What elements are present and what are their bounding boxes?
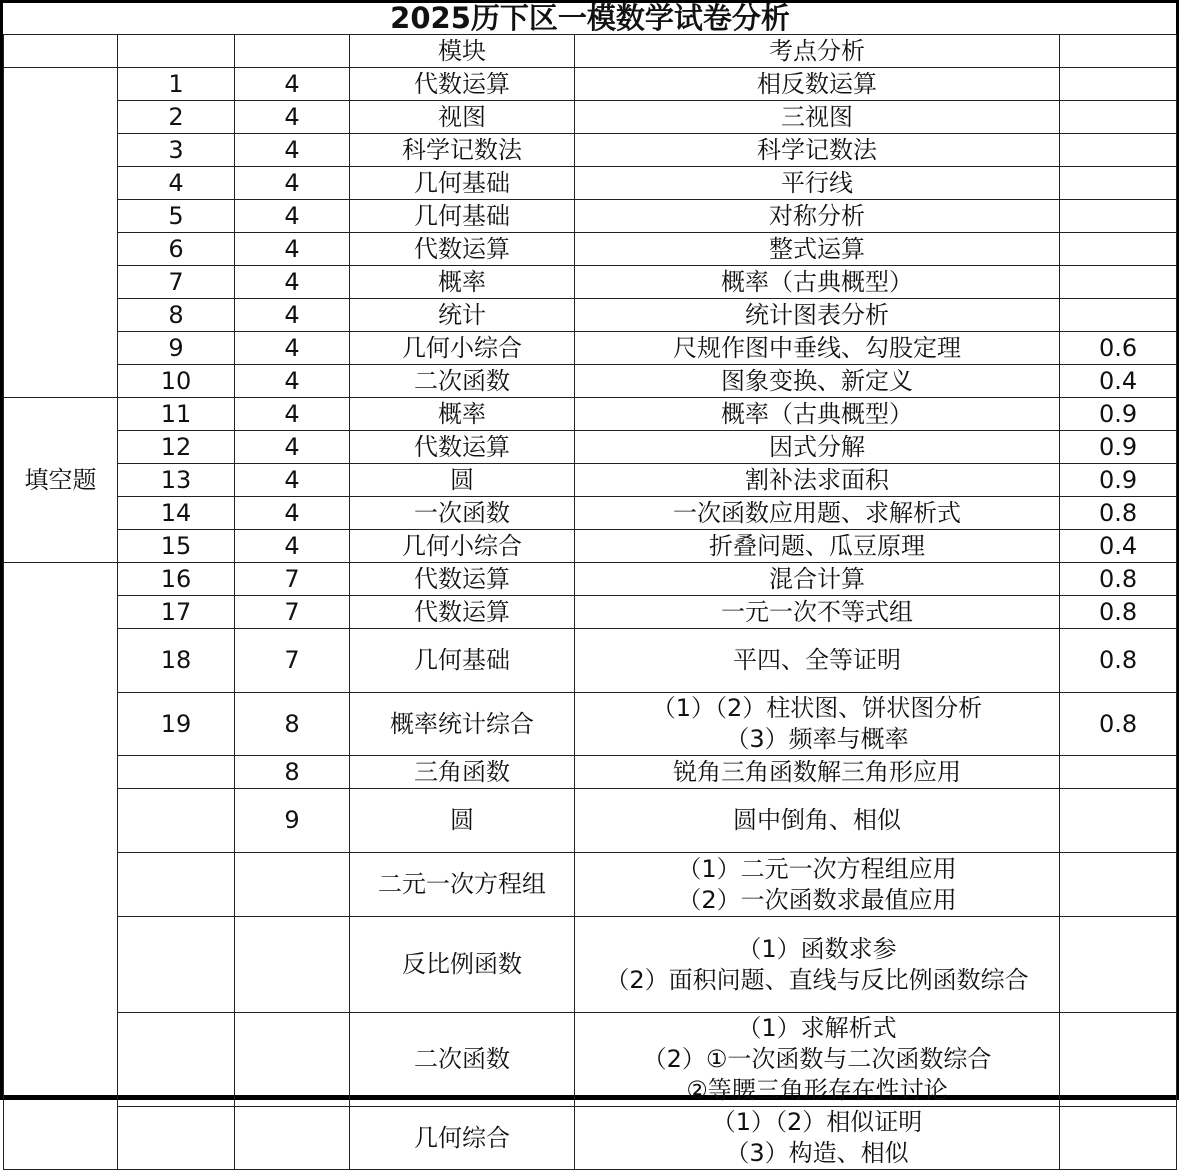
- question-number: [118, 756, 235, 789]
- question-analysis: [575, 200, 1060, 233]
- question-difficulty: 0.9: [1060, 431, 1177, 464]
- question-analysis: [575, 101, 1060, 134]
- question-module: 圆: [350, 789, 575, 853]
- question-score: [235, 853, 350, 917]
- analysis-line: （1）二元一次方程组应用: [677, 854, 957, 883]
- analysis-line: （2）①一次函数与二次函数综合: [642, 1045, 992, 1073]
- question-analysis: [575, 167, 1060, 200]
- question-analysis: [575, 134, 1060, 167]
- question-difficulty: [1060, 789, 1177, 853]
- question-number: 12: [118, 431, 235, 464]
- question-difficulty: 0.8: [1060, 596, 1177, 629]
- table-row: [4, 332, 1177, 365]
- table-row: [4, 365, 1177, 398]
- analysis-line: （1）函数求参: [737, 934, 897, 963]
- question-score: 4: [235, 233, 350, 266]
- question-score: 8: [235, 693, 350, 756]
- header-number: [118, 35, 235, 68]
- analysis-line: 概率（古典概型）: [721, 399, 913, 428]
- header-score: [235, 35, 350, 68]
- question-difficulty: [1060, 167, 1177, 200]
- question-module: 代数运算: [350, 68, 575, 101]
- table-row: [4, 167, 1177, 200]
- question-number: [118, 1013, 235, 1107]
- analysis-line: （3）频率与概率: [725, 725, 909, 753]
- table-row: [4, 233, 1177, 266]
- header-module: 模块: [350, 35, 575, 68]
- question-score: 4: [235, 68, 350, 101]
- analysis-line: 一次函数应用题、求解析式: [673, 498, 961, 527]
- question-analysis: [575, 299, 1060, 332]
- question-module: 代数运算: [350, 233, 575, 266]
- question-difficulty: 0.9: [1060, 464, 1177, 497]
- section-label: [4, 563, 118, 1170]
- analysis-line: 相反数运算: [757, 69, 877, 98]
- question-score: 8: [235, 756, 350, 789]
- question-difficulty: [1060, 756, 1177, 789]
- question-number: 4: [118, 167, 235, 200]
- question-module: 几何基础: [350, 200, 575, 233]
- table-row: [4, 530, 1177, 563]
- question-analysis: [575, 266, 1060, 299]
- question-analysis: [575, 563, 1060, 596]
- question-difficulty: [1060, 853, 1177, 917]
- question-module: 一次函数: [350, 497, 575, 530]
- question-difficulty: [1060, 134, 1177, 167]
- question-module: 概率: [350, 266, 575, 299]
- question-number: [118, 917, 235, 1013]
- question-difficulty: 0.8: [1060, 629, 1177, 693]
- question-number: 15: [118, 530, 235, 563]
- question-module: 几何基础: [350, 629, 575, 693]
- question-analysis: [575, 398, 1060, 431]
- question-analysis: [575, 332, 1060, 365]
- question-module: 圆: [350, 464, 575, 497]
- question-score: [235, 1107, 350, 1170]
- analysis-line: 折叠问题、瓜豆原理: [709, 531, 925, 560]
- question-number: 17: [118, 596, 235, 629]
- analysis-line: （1）（2）柱状图、饼状图分析: [651, 694, 983, 722]
- question-analysis: [575, 1013, 1060, 1107]
- question-module: 概率统计综合: [350, 693, 575, 756]
- analysis-line: （2）一次函数求最值应用: [677, 885, 957, 914]
- question-score: 4: [235, 101, 350, 134]
- question-score: 4: [235, 299, 350, 332]
- question-module: 科学记数法: [350, 134, 575, 167]
- question-analysis: [575, 789, 1060, 853]
- question-module: 代数运算: [350, 596, 575, 629]
- question-difficulty: 0.4: [1060, 365, 1177, 398]
- table-row: [4, 853, 1177, 917]
- question-analysis: [575, 853, 1060, 917]
- table-row: [4, 1013, 1177, 1107]
- question-score: 9: [235, 789, 350, 853]
- question-module: 几何基础: [350, 167, 575, 200]
- question-analysis: [575, 365, 1060, 398]
- table-row: [4, 1107, 1177, 1170]
- question-difficulty: [1060, 299, 1177, 332]
- table-row: [4, 563, 1177, 596]
- table-row: [4, 693, 1177, 756]
- analysis-line: 圆中倒角、相似: [733, 806, 901, 834]
- analysis-line: 锐角三角函数解三角形应用: [673, 757, 961, 786]
- question-difficulty: [1060, 1107, 1177, 1170]
- question-analysis: [575, 68, 1060, 101]
- table-row: [4, 134, 1177, 167]
- table-row: [4, 789, 1177, 853]
- question-analysis: [575, 629, 1060, 693]
- table-row: [4, 629, 1177, 693]
- analysis-line: 平行线: [781, 168, 853, 197]
- question-difficulty: 0.8: [1060, 693, 1177, 756]
- question-module: 代数运算: [350, 563, 575, 596]
- analysis-line: 整式运算: [769, 234, 865, 263]
- question-module: 反比例函数: [350, 917, 575, 1013]
- analysis-line: 概率（古典概型）: [721, 267, 913, 296]
- question-difficulty: [1060, 68, 1177, 101]
- header-analysis: 考点分析: [575, 35, 1060, 68]
- analysis-line: 图象变换、新定义: [721, 366, 913, 395]
- question-difficulty: 0.9: [1060, 398, 1177, 431]
- analysis-line: 混合计算: [769, 564, 865, 593]
- question-module: 代数运算: [350, 431, 575, 464]
- question-score: 7: [235, 563, 350, 596]
- analysis-line: 尺规作图中垂线、勾股定理: [673, 333, 961, 362]
- analysis-line: ②等腰三角形存在性讨论: [686, 1076, 948, 1104]
- question-score: [235, 1013, 350, 1107]
- question-difficulty: 0.4: [1060, 530, 1177, 563]
- question-analysis: [575, 497, 1060, 530]
- question-number: 19: [118, 693, 235, 756]
- analysis-line: 统计图表分析: [745, 300, 889, 329]
- table-row: [4, 917, 1177, 1013]
- table-row: [4, 200, 1177, 233]
- analysis-line: （1）（2）相似证明: [711, 1108, 923, 1136]
- table-row: [4, 497, 1177, 530]
- question-module: 几何小综合: [350, 332, 575, 365]
- question-module: 视图: [350, 101, 575, 134]
- question-score: 4: [235, 497, 350, 530]
- question-difficulty: [1060, 266, 1177, 299]
- question-score: 4: [235, 365, 350, 398]
- question-module: 统计: [350, 299, 575, 332]
- analysis-line: 三视图: [781, 102, 853, 131]
- question-number: [118, 853, 235, 917]
- question-number: 2: [118, 101, 235, 134]
- analysis-line: 割补法求面积: [745, 465, 889, 494]
- table-row: [4, 299, 1177, 332]
- table-row: [4, 431, 1177, 464]
- question-score: 4: [235, 464, 350, 497]
- question-module: 概率: [350, 398, 575, 431]
- header-type: [4, 35, 118, 68]
- table-row: [4, 756, 1177, 789]
- section-label: [4, 68, 118, 398]
- header-row: [4, 35, 1177, 68]
- analysis-line: （3）构造、相似: [725, 1139, 909, 1167]
- question-score: 4: [235, 134, 350, 167]
- question-score: 4: [235, 530, 350, 563]
- analysis-line: 平四、全等证明: [733, 646, 901, 674]
- table-title: 2025历下区一模数学试卷分析: [4, 3, 1177, 35]
- title-row: [4, 3, 1177, 35]
- question-score: 4: [235, 266, 350, 299]
- table-row: [4, 464, 1177, 497]
- question-analysis: [575, 1107, 1060, 1170]
- question-score: 4: [235, 200, 350, 233]
- table-row: [4, 266, 1177, 299]
- question-number: 16: [118, 563, 235, 596]
- question-difficulty: [1060, 917, 1177, 1013]
- question-difficulty: 0.8: [1060, 563, 1177, 596]
- question-module: 二元一次方程组: [350, 853, 575, 917]
- analysis-line: （1）求解析式: [737, 1014, 897, 1042]
- question-analysis: [575, 596, 1060, 629]
- question-analysis: [575, 431, 1060, 464]
- question-score: 4: [235, 431, 350, 464]
- question-analysis: [575, 530, 1060, 563]
- question-analysis: [575, 233, 1060, 266]
- question-module: 三角函数: [350, 756, 575, 789]
- header-difficulty: [1060, 35, 1177, 68]
- question-number: 8: [118, 299, 235, 332]
- question-difficulty: [1060, 200, 1177, 233]
- question-score: 4: [235, 167, 350, 200]
- question-analysis: [575, 917, 1060, 1013]
- table-row: [4, 68, 1177, 101]
- analysis-table: [3, 3, 1177, 1170]
- section-label: 填空题: [4, 398, 118, 563]
- question-difficulty: 0.8: [1060, 497, 1177, 530]
- question-module: 二次函数: [350, 365, 575, 398]
- question-number: 5: [118, 200, 235, 233]
- question-number: 13: [118, 464, 235, 497]
- question-number: 7: [118, 266, 235, 299]
- table-row: [4, 398, 1177, 431]
- question-module: 几何综合: [350, 1107, 575, 1170]
- analysis-line: 科学记数法: [757, 135, 877, 164]
- question-difficulty: 0.6: [1060, 332, 1177, 365]
- question-number: 1: [118, 68, 235, 101]
- question-number: 18: [118, 629, 235, 693]
- question-difficulty: [1060, 233, 1177, 266]
- question-score: 4: [235, 398, 350, 431]
- question-score: 4: [235, 332, 350, 365]
- question-analysis: [575, 693, 1060, 756]
- question-difficulty: [1060, 101, 1177, 134]
- question-number: 11: [118, 398, 235, 431]
- question-number: 3: [118, 134, 235, 167]
- question-score: [235, 917, 350, 1013]
- question-number: [118, 1107, 235, 1170]
- question-analysis: [575, 756, 1060, 789]
- question-score: 7: [235, 629, 350, 693]
- question-score: 7: [235, 596, 350, 629]
- analysis-line: 一元一次不等式组: [721, 597, 913, 626]
- analysis-line: 因式分解: [769, 432, 865, 461]
- question-number: 9: [118, 332, 235, 365]
- analysis-line: （2）面积问题、直线与反比例函数综合: [605, 965, 1029, 994]
- question-difficulty: [1060, 1013, 1177, 1107]
- table-row: [4, 101, 1177, 134]
- question-analysis: [575, 464, 1060, 497]
- table-row: [4, 596, 1177, 629]
- question-number: 10: [118, 365, 235, 398]
- analysis-line: 对称分析: [769, 201, 865, 230]
- question-number: [118, 789, 235, 853]
- question-number: 6: [118, 233, 235, 266]
- question-module: 二次函数: [350, 1013, 575, 1107]
- question-number: 14: [118, 497, 235, 530]
- question-module: 几何小综合: [350, 530, 575, 563]
